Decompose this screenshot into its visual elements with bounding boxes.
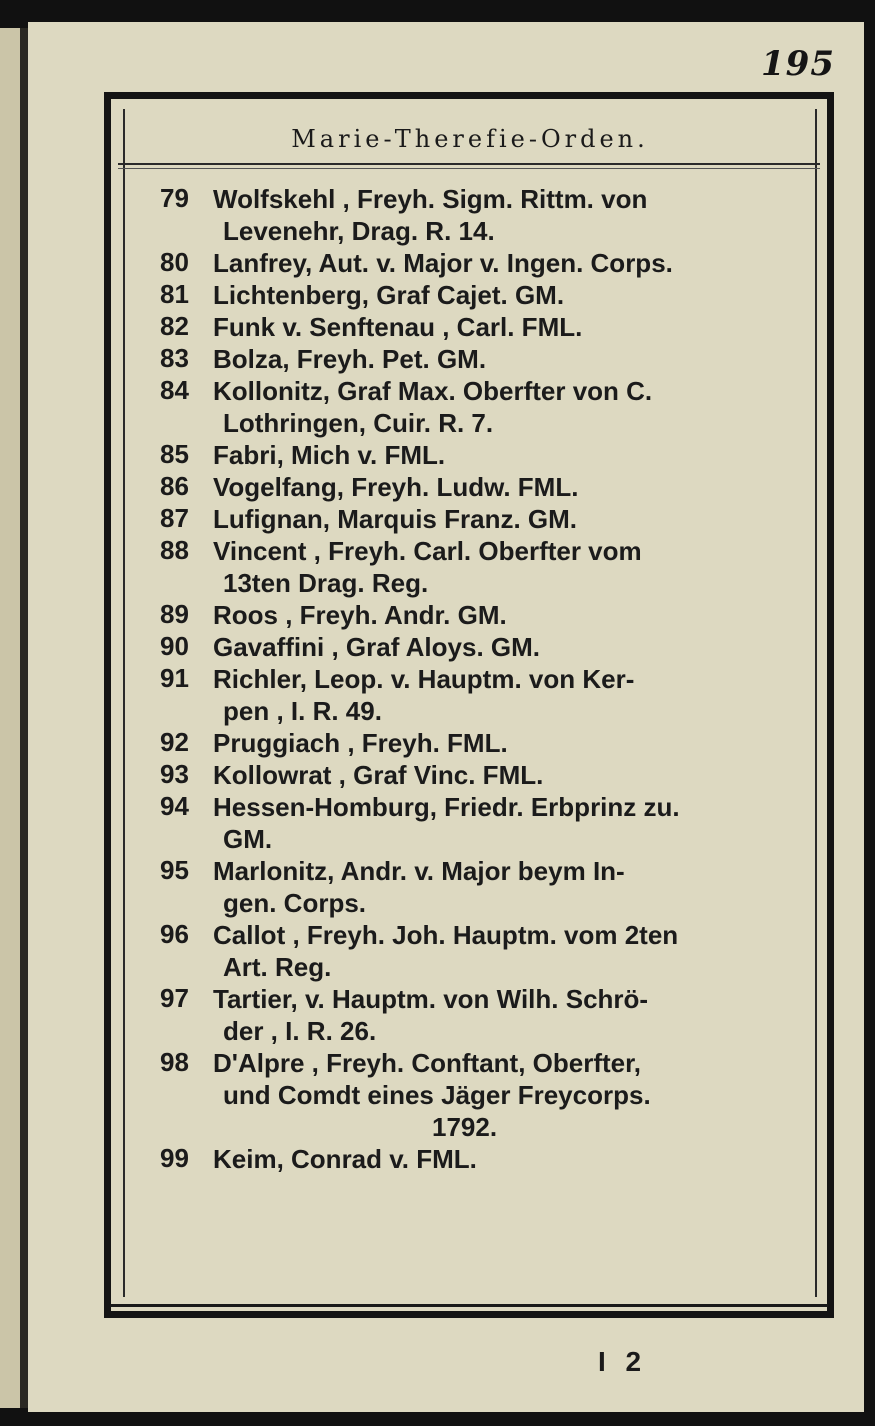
entry-text: Funk v. Senftenau , Carl. FML. <box>213 312 583 342</box>
entry-text: D'Alpre , Freyh. Conftant, Oberfter, <box>213 1048 642 1078</box>
entry-number: 94 <box>160 791 189 821</box>
list-item <box>150 983 810 1047</box>
header-title: Marie-Therefie-Orden. <box>291 125 649 153</box>
entry-text: Vogelfang, Freyh. Ludw. FML. <box>213 472 579 502</box>
entry-number: 85 <box>160 439 189 469</box>
entry-number: 82 <box>160 311 189 341</box>
entry-list <box>150 183 810 1175</box>
entry-text: Hessen-Homburg, Friedr. Erbprinz zu. <box>213 792 680 822</box>
entry-number: 93 <box>160 759 189 789</box>
entry-number: 87 <box>160 503 189 533</box>
entry-text-continuation: 13ten Drag. Reg. <box>223 568 429 598</box>
entry-text: Callot , Freyh. Joh. Hauptm. vom 2ten <box>213 920 679 950</box>
list-item <box>150 343 810 375</box>
list-item <box>150 471 810 503</box>
entry-text-continuation: gen. Corps. <box>223 888 367 918</box>
list-item <box>150 919 810 983</box>
bottom-rule <box>110 1304 828 1307</box>
entry-text: Kollowrat , Graf Vinc. FML. <box>213 760 544 790</box>
entry-text: Bolza, Freyh. Pet. GM. <box>213 344 487 374</box>
entry-text: Fabri, Mich v. FML. <box>213 440 446 470</box>
entry-text: Marlonitz, Andr. v. Major beym In- <box>213 856 625 886</box>
header-rule <box>118 163 820 165</box>
entry-number: 80 <box>160 247 189 277</box>
list-item <box>150 1047 810 1111</box>
entry-number: 91 <box>160 663 189 693</box>
list-item <box>150 279 810 311</box>
entry-text: Tartier, v. Hauptm. von Wilh. Schrö- <box>213 984 649 1014</box>
list-item <box>150 311 810 343</box>
entry-text: Lichtenberg, Graf Cajet. GM. <box>213 280 565 310</box>
entry-text-continuation: der , I. R. 26. <box>223 1016 377 1046</box>
entry-number: 92 <box>160 727 189 757</box>
signature-mark: I 2 <box>598 1346 648 1377</box>
left-page-edge <box>0 28 20 1408</box>
entry-number: 79 <box>160 183 189 213</box>
book-gutter <box>20 28 28 1408</box>
entry-number: 99 <box>160 1143 189 1173</box>
entry-text: Kollonitz, Graf Max. Oberfter von C. <box>213 376 653 406</box>
entry-text: Roos , Freyh. Andr. GM. <box>213 600 507 630</box>
entry-text-continuation: Levenehr, Drag. R. 14. <box>223 216 495 246</box>
list-item <box>150 1143 810 1175</box>
entry-text: Gavaffini , Graf Aloys. GM. <box>213 632 540 662</box>
entry-text-continuation: GM. <box>223 824 273 854</box>
entry-number: 83 <box>160 343 189 373</box>
entry-number: 96 <box>160 919 189 949</box>
list-item <box>150 183 810 247</box>
entry-number: 88 <box>160 535 189 565</box>
entry-text: Richler, Leop. v. Hauptm. von Ker- <box>213 664 635 694</box>
list-item <box>150 791 810 855</box>
header-rule-thin <box>118 168 820 169</box>
list-item <box>150 439 810 471</box>
list-item <box>150 599 810 631</box>
list-item <box>150 855 810 919</box>
list-item <box>150 663 810 727</box>
entry-number: 86 <box>160 471 189 501</box>
list-item <box>150 503 810 535</box>
entry-text: Lanfrey, Aut. v. Major v. Ingen. Corps. <box>213 248 673 278</box>
list-item <box>150 727 810 759</box>
entry-text: Keim, Conrad v. FML. <box>213 1144 477 1174</box>
entry-text: Lufignan, Marquis Franz. GM. <box>213 504 577 534</box>
header <box>110 114 830 164</box>
year-heading: 1792. <box>432 1112 498 1142</box>
entry-number: 81 <box>160 279 189 309</box>
entry-number: 98 <box>160 1047 189 1077</box>
list-item <box>150 759 810 791</box>
list-item <box>150 375 810 439</box>
entry-number: 89 <box>160 599 189 629</box>
page-number: 195 <box>761 44 835 84</box>
entry-text: Vincent , Freyh. Carl. Oberfter vom <box>213 536 642 566</box>
entry-number: 90 <box>160 631 189 661</box>
entry-text-continuation: Art. Reg. <box>223 952 332 982</box>
entry-text: Wolfskehl , Freyh. Sigm. Rittm. von <box>213 184 648 214</box>
list-item <box>150 535 810 599</box>
entry-number: 97 <box>160 983 189 1013</box>
entry-number: 95 <box>160 855 189 885</box>
entry-number: 84 <box>160 375 189 405</box>
list-item <box>150 247 810 279</box>
entry-text-continuation: pen , I. R. 49. <box>223 696 382 726</box>
entry-text-continuation: Lothringen, Cuir. R. 7. <box>223 408 494 438</box>
entry-text: Pruggiach , Freyh. FML. <box>213 728 508 758</box>
list-item <box>150 631 810 663</box>
entry-text-continuation: und Comdt eines Jäger Freycorps. <box>223 1080 651 1110</box>
